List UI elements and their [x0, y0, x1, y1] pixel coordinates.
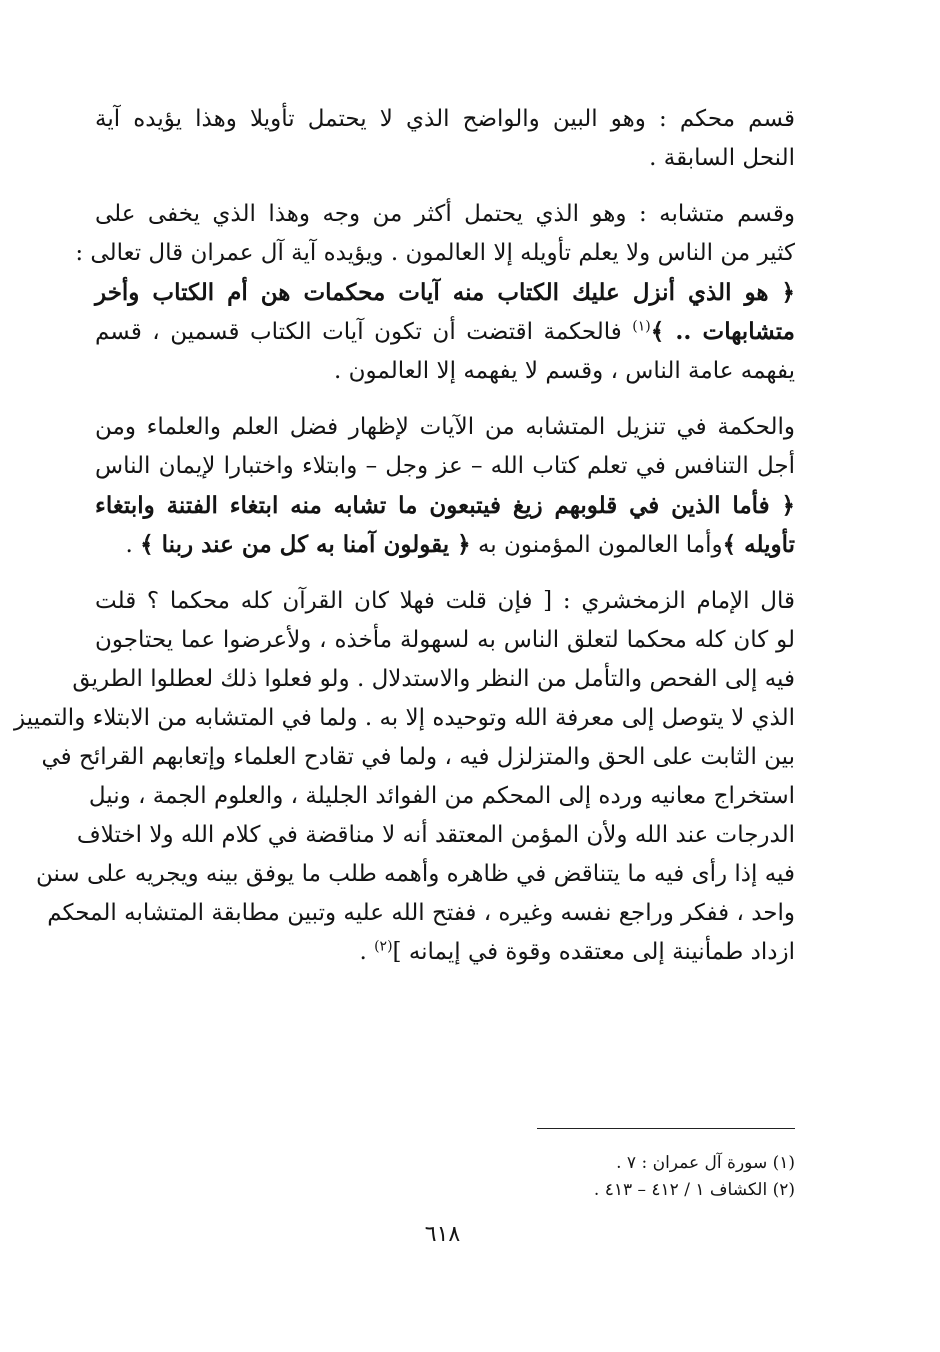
text-fragment: فالحكمة اقتضت أن تكون آيات الكتاب قسمين ، قسم [95, 319, 633, 345]
text-fragment: . [359, 939, 375, 965]
text-line: بين الثابت على الحق والمتزلزل فيه ، ولما في تقادح العلماء وإتعابهم القرائح في [41, 744, 795, 770]
text-line: أجل التنافس في تعلم كتاب الله – عز وجل – وابتلاء واختبارا لإيمان الناس [95, 453, 795, 479]
quran-verse-line: ﴿ فأما الذين في قلوبهم زيغ فيتبعون ما تشابه منه ابتغاء الفتنة وابتغاء [95, 492, 795, 519]
paragraph-mutashabih [75, 195, 795, 391]
text-line: لو كان كله محكما لتعلق الناس به لسهولة مأخذه ، ولأعرضوا عما يحتاجون [95, 627, 795, 653]
document-body [13, 100, 796, 989]
text-line: النحل السابقة . [649, 145, 795, 171]
text-line [95, 525, 795, 565]
quran-verse-fragment: متشابهات .. ﴾ [650, 318, 795, 345]
text-line [95, 933, 795, 972]
footnote-marker: (١) [632, 318, 651, 335]
text-line: الذي لا يتوصل إلى معرفة الله وتوحيده إلا به . ولما في المتشابه من الابتلاء والتمييز [13, 705, 795, 731]
paragraph-zamakhshari-quote [13, 582, 795, 972]
text-line: وقسم متشابه : وهو الذي يحتمل أكثر من وجه وهذا الذي يخفى على [95, 201, 795, 227]
text-line: فيه إلى الفحص والتأمل من النظر والاستدلال . ولو فعلوا ذلك لعطلوا الطريق [72, 666, 795, 692]
text-line: قال الإمام الزمخشري : [ فإن قلت فهلا كان القرآن كله محكما ؟ قلت [95, 588, 795, 614]
text-fragment: وأما العالمون المؤمنون به [470, 532, 723, 558]
text-line [95, 312, 795, 352]
text-line: الدرجات عند الله ولأن المؤمن المعتقد أنه لا مناقضة في كلام الله ولا اختلاف [76, 822, 795, 848]
text-line: فيه إذا رأى فيه ما يتناقض في ظاهره وأهمه طلب ما يوفق بينه ويجريه على سنن [35, 861, 795, 887]
footnote-divider [537, 1128, 795, 1129]
footnote-item: (١) سورة آل عمران : ٧ . [616, 1153, 795, 1173]
text-line: واحد ، ففكر وراجع نفسه وغيره ، ففتح الله عليه وتبين مطابقة المتشابه المحكم [47, 900, 795, 926]
text-line: والحكمة في تنزيل المتشابه من الآيات لإظهار فضل العلم والعلماء ومن [95, 414, 796, 440]
page-number: ٦١٨ [424, 1222, 461, 1247]
quran-verse-line: ﴿ هو الذي أنزل عليك الكتاب منه آيات محكمات هن أم الكتاب وأخر [95, 279, 795, 306]
text-line: كثير من الناس ولا يعلم تأويله إلا العالمون . ويؤيده آية آل عمران قال تعالى : [75, 240, 795, 266]
footnote-item: (٢) الكشاف ١ / ٤١٢ – ٤١٣ . [593, 1180, 795, 1200]
quran-verse-fragment: ﴿ يقولون آمنا به كل من عند ربنا ﴾ [140, 531, 471, 558]
text-line: قسم محكم : وهو البين والواضح الذي لا يحتمل تأويلا وهذا يؤيده آية [95, 106, 795, 132]
text-line: يفهمه عامة الناس ، وقسم لا يفهمه إلا العالمون . [334, 358, 795, 384]
footnote-marker: (٢) [374, 938, 393, 955]
text-fragment: . [125, 532, 141, 558]
paragraph-muhkam [95, 100, 795, 178]
quran-verse-fragment: تأويله ﴾ [722, 531, 795, 558]
text-fragment: ازداد طمأنينة إلى معتقده وقوة في إيمانه ] [392, 939, 795, 965]
text-line: استخراج معانيه ورده إلى المحكم من الفوائد الجليلة ، والعلوم الجمة ، ونيل [88, 783, 795, 809]
paragraph-hikmah [95, 408, 795, 565]
footnotes [440, 1150, 795, 1204]
